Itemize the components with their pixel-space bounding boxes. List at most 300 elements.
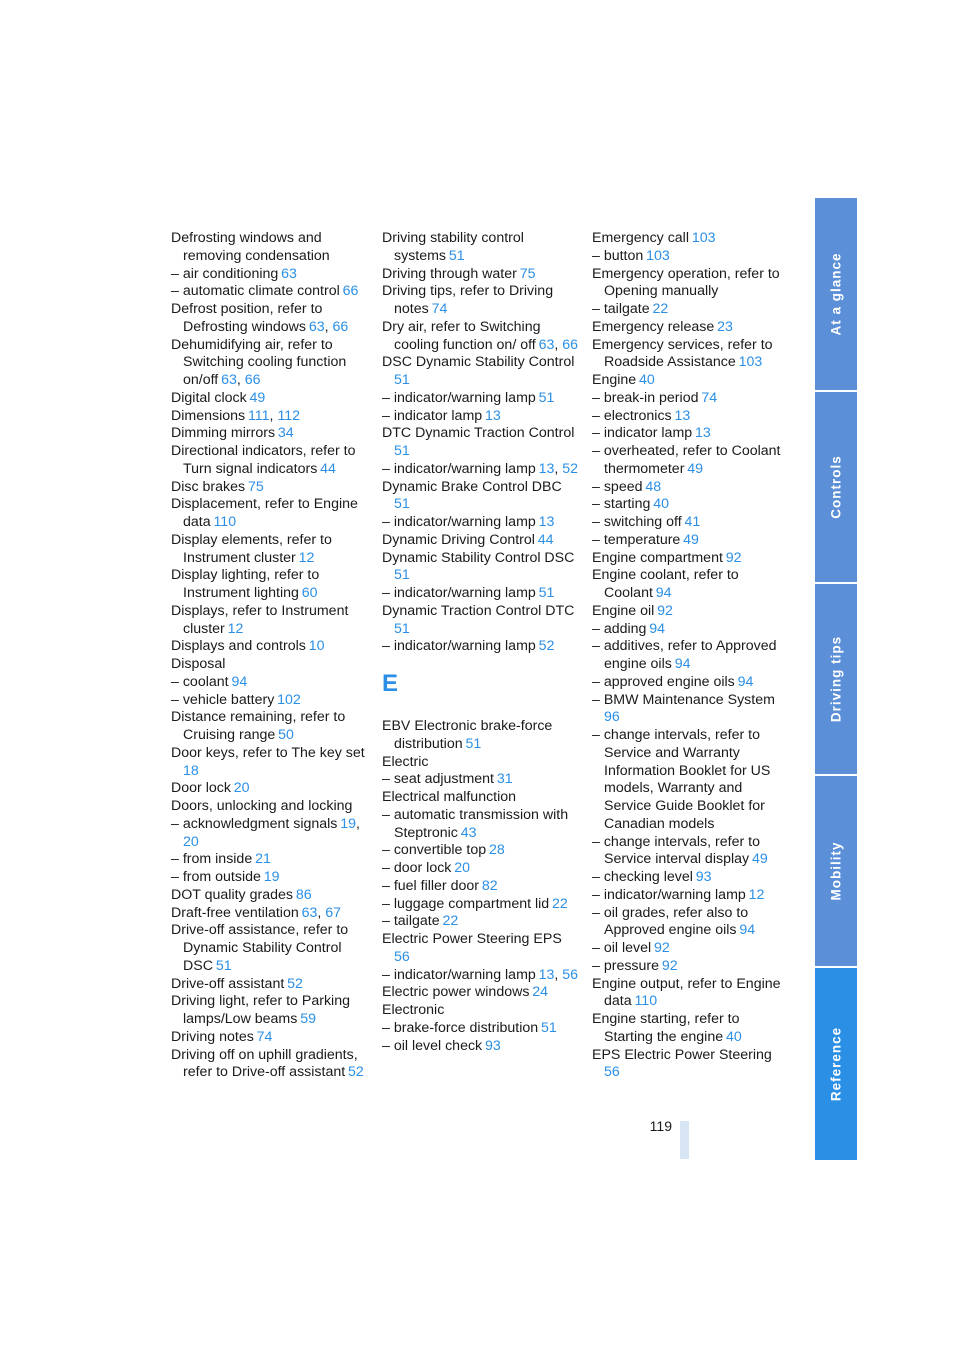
index-entry <box>592 976 790 1012</box>
entry-text: Driving light, refer to Parking lamps/Low beams <box>171 993 350 1027</box>
index-entry <box>382 860 580 878</box>
page-link[interactable]: 66 <box>562 336 579 353</box>
tab-at-a-glance[interactable] <box>815 198 857 390</box>
entry-text: – oil grades, refer also to Approved engine oils <box>592 904 749 939</box>
index-entry: Dimensions 111, 112 <box>171 407 301 424</box>
index-entry <box>171 674 369 692</box>
entry-text: – seat adjustment <box>382 771 494 788</box>
entry-text: – button <box>592 247 644 264</box>
page-link[interactable]: 13 <box>485 407 501 424</box>
index-entry <box>382 425 580 461</box>
entry-text: – checking level <box>592 869 693 885</box>
index-entry <box>382 896 580 914</box>
index-entry <box>382 230 580 266</box>
index-entry: Defrost position, refer to Defrosting windows 63, 66 <box>171 301 349 335</box>
index-entry <box>592 567 790 603</box>
entry-text: – from outside <box>171 869 261 885</box>
page-link[interactable]: 94 <box>231 673 248 690</box>
page-link[interactable]: 20 <box>454 860 471 876</box>
page-link[interactable]: 92 <box>657 602 673 619</box>
index-entry <box>382 984 580 1002</box>
entry-text: – indicator/warning lamp <box>382 966 536 983</box>
entry-text: Display elements, refer to Instrument cluster <box>171 531 332 566</box>
index-entry <box>171 709 369 745</box>
entry-text: – vehicle battery <box>171 691 275 708</box>
entry-text: – indicator/warning lamp <box>382 389 536 406</box>
index-entry <box>171 922 369 975</box>
page-link[interactable]: 41 <box>684 514 701 530</box>
entry-text: – indicator lamp <box>592 425 693 442</box>
index-entry <box>171 567 369 603</box>
entry-text: – convertible top <box>382 842 487 859</box>
entry-text: – BMW Maintenance System <box>592 691 775 708</box>
entry-text: Emergency call <box>592 230 689 246</box>
page-link[interactable]: 92 <box>725 549 742 566</box>
index-entry <box>171 443 369 479</box>
entry-text: Electrical malfunction <box>382 789 517 805</box>
index-entry <box>382 550 580 586</box>
tab-label: Mobility <box>828 841 844 901</box>
index-entry <box>171 887 369 905</box>
entry-text: – indicator/warning lamp <box>382 638 536 655</box>
entry-text: Dynamic Traction Control DTC <box>382 602 575 619</box>
page-link[interactable]: 31 <box>496 771 513 788</box>
entry-text: – speed <box>592 478 643 495</box>
index-entry <box>382 354 580 390</box>
page-link[interactable]: 60 <box>301 585 318 601</box>
index-entry <box>382 1020 580 1038</box>
page-link[interactable]: 74 <box>431 301 448 317</box>
index-entry <box>382 842 580 860</box>
entry-text: – coolant <box>171 673 229 690</box>
page-link[interactable]: 44 <box>320 460 336 477</box>
page-link[interactable]: 51 <box>540 1019 557 1036</box>
entry-text: Electronic <box>382 1002 445 1018</box>
tab-reference[interactable] <box>815 968 857 1160</box>
index-entry <box>171 993 369 1029</box>
index-entry <box>171 798 369 816</box>
index-entry <box>592 408 790 426</box>
index-entry <box>592 958 790 976</box>
index-entry <box>592 301 790 319</box>
page-link[interactable]: 63 <box>538 336 555 353</box>
page-link[interactable]: 112 <box>277 407 301 424</box>
page-link[interactable]: 44 <box>537 531 554 548</box>
index-entry <box>592 727 790 834</box>
entry-text: – oil level check <box>382 1037 483 1054</box>
index-entry <box>171 780 369 798</box>
index-entry <box>382 807 580 843</box>
entry-text: – from inside <box>171 851 253 868</box>
page-link[interactable]: 66 <box>342 283 359 300</box>
page-link[interactable]: 82 <box>481 877 498 894</box>
index-entry <box>171 692 369 710</box>
entry-text: Dynamic Brake Control DBC <box>382 478 562 495</box>
index-entry <box>382 638 580 656</box>
index-entry <box>171 745 369 781</box>
page-link[interactable]: 52 <box>348 1064 364 1081</box>
page-link[interactable]: 51 <box>394 567 410 584</box>
entry-text: Disposal <box>171 656 226 672</box>
page-link[interactable]: 18 <box>183 762 199 779</box>
page-link[interactable]: 20 <box>183 833 199 850</box>
entry-text: – additives, refer to Approved engine oils <box>592 638 777 672</box>
page-link[interactable]: 19 <box>263 869 280 885</box>
entry-text: Dynamic Driving Control <box>382 531 535 548</box>
page-link[interactable]: 92 <box>661 957 678 974</box>
entry-text: – air conditioning <box>171 265 279 282</box>
index-entry <box>171 656 369 674</box>
page-link[interactable]: 13 <box>695 425 711 442</box>
entry-text: Directional indicators, refer to Turn signal indicators <box>171 443 356 477</box>
entry-text: Disc brakes <box>171 478 246 495</box>
entry-text: – brake-force distribution <box>382 1019 539 1036</box>
index-entry <box>592 319 790 337</box>
index-entry <box>382 266 580 284</box>
page-link[interactable]: 28 <box>488 842 505 859</box>
index-entry <box>592 479 790 497</box>
entry-text: – indicator/warning lamp <box>382 460 536 477</box>
index-entry <box>382 603 580 639</box>
page-link[interactable]: 51 <box>538 585 555 601</box>
index-entry: – indicator/warning lamp 13, 56 <box>382 966 579 983</box>
index-entry <box>592 514 790 532</box>
index-entry <box>171 603 369 639</box>
page-link[interactable]: 103 <box>691 230 716 246</box>
entry-text: Digital clock <box>171 389 247 406</box>
index-entry <box>171 496 369 532</box>
index-entry <box>592 443 790 479</box>
entry-text: Defrosting windows and removing condensation <box>171 230 330 264</box>
entry-text: – overheated, refer to Coolant thermometer <box>592 443 781 477</box>
index-entry <box>592 425 790 443</box>
entry-text: – automatic climate control <box>171 283 340 300</box>
index-entry <box>171 532 369 568</box>
page-link[interactable]: 34 <box>277 425 294 442</box>
page-link[interactable]: 93 <box>485 1037 501 1054</box>
index-entry <box>592 887 790 905</box>
index-entry <box>382 878 580 896</box>
entry-text: – indicator/warning lamp <box>382 585 536 601</box>
tab-mobility[interactable] <box>815 776 857 966</box>
page-link[interactable]: 51 <box>215 957 232 974</box>
entry-text: DOT quality grades <box>171 886 293 903</box>
index-entry <box>382 514 580 532</box>
entry-text: – oil level <box>592 940 652 956</box>
entry-text: – change intervals, refer to Service and Warranty Information Booklet for US models, Warranty and Service Guide Booklet for Canadian models <box>592 727 771 832</box>
index-entry <box>592 532 790 550</box>
entry-text: Dimensions <box>171 407 246 424</box>
page-link[interactable]: 51 <box>448 247 465 264</box>
page-link[interactable]: 50 <box>278 727 294 743</box>
entry-text: Engine coolant, refer to Coolant <box>592 567 739 601</box>
index-entry <box>171 976 369 994</box>
page-link[interactable]: 51 <box>394 620 410 637</box>
entry-text: Defrost position, refer to Defrosting windows <box>171 301 323 335</box>
page-link[interactable]: 51 <box>538 389 555 406</box>
index-entry <box>592 940 790 958</box>
entry-text: Door lock <box>171 780 231 797</box>
page-number: 119 <box>649 1118 672 1134</box>
entry-text: Engine oil <box>592 602 655 619</box>
entry-text: – pressure <box>592 957 660 974</box>
page-number-bar <box>680 1121 689 1159</box>
index-entry <box>592 372 790 390</box>
page-link[interactable]: 103 <box>646 247 670 264</box>
page-link[interactable]: 56 <box>604 1064 620 1081</box>
entry-text: Door keys, refer to The key set <box>171 744 365 761</box>
entry-text: EPS Electric Power Steering <box>592 1046 772 1063</box>
page-link[interactable]: 92 <box>654 940 670 956</box>
index-entry <box>171 390 369 408</box>
page-link[interactable]: 63 <box>281 265 297 282</box>
page-link[interactable]: 43 <box>460 824 477 841</box>
page-link[interactable]: 103 <box>738 354 763 371</box>
index-entry <box>171 266 369 284</box>
page-link[interactable]: 24 <box>532 984 549 1001</box>
index-entry: Dry air, refer to Switching cooling function on/ off 63, 66 <box>382 318 579 353</box>
page-link[interactable]: 66 <box>332 318 349 335</box>
entry-text: Driving tips, refer to Driving notes <box>382 283 554 317</box>
page-link[interactable]: 13 <box>538 460 555 477</box>
tab-label: Reference <box>828 1026 844 1102</box>
entry-text: – temperature <box>592 531 681 548</box>
entry-text: – acknowledgment signals <box>171 815 338 832</box>
page-link[interactable]: 22 <box>552 895 568 912</box>
tab-controls[interactable] <box>815 392 857 582</box>
index-entry <box>592 266 790 302</box>
page-link[interactable]: 52 <box>287 975 303 992</box>
index-entry <box>382 1038 580 1056</box>
entry-text: – tailgate <box>382 913 440 930</box>
index-entry <box>171 425 369 443</box>
entry-text: Displacement, refer to Engine data <box>171 496 358 530</box>
page-link[interactable]: 51 <box>394 372 410 388</box>
index-entry <box>171 230 369 266</box>
page-link[interactable]: 52 <box>538 638 555 655</box>
page-link[interactable]: 93 <box>695 869 712 885</box>
page-link[interactable]: 56 <box>562 966 579 983</box>
page-link[interactable]: 13 <box>674 407 691 424</box>
entry-text: DSC Dynamic Stability Control <box>382 354 575 371</box>
tab-label: Controls <box>828 455 844 519</box>
entry-text: Displays, refer to Instrument cluster <box>171 602 349 637</box>
page-link[interactable]: 49 <box>249 389 266 406</box>
entry-text: Engine compartment <box>592 549 723 566</box>
page-link[interactable]: 96 <box>604 709 620 726</box>
entry-text: – approved engine oils <box>592 673 735 690</box>
index-column-3 <box>592 230 790 1082</box>
entry-text: Engine starting, refer to Starting the engine <box>592 1011 740 1045</box>
page-link[interactable]: 102 <box>277 691 301 708</box>
index-entry <box>171 479 369 497</box>
entry-text: Emergency operation, refer to Opening manually <box>592 265 780 300</box>
page-link[interactable]: 19 <box>340 815 357 832</box>
page-link[interactable]: 94 <box>674 656 691 672</box>
tab-label: Driving tips <box>828 635 844 723</box>
index-entry <box>382 532 580 550</box>
entry-text: Drive-off assistant <box>171 975 285 992</box>
entry-text: – fuel filler door <box>382 877 479 894</box>
entry-text: Driving off on uphill gradients, refer to Drive-off assistant <box>171 1046 358 1081</box>
entry-text: Distance remaining, refer to Cruising range <box>171 709 346 743</box>
page-link[interactable]: 63 <box>308 318 325 335</box>
page-link[interactable]: 51 <box>394 443 410 459</box>
page-link[interactable]: 49 <box>751 851 768 868</box>
page-link[interactable]: 110 <box>213 514 237 530</box>
entry-text: – switching off <box>592 514 682 530</box>
page-link[interactable]: 63 <box>221 372 237 388</box>
entry-text: Driving notes <box>171 1028 254 1045</box>
page-link[interactable]: 52 <box>562 460 579 477</box>
index-entry <box>592 496 790 514</box>
page-link[interactable]: 12 <box>227 620 244 637</box>
entry-text: Dry air, refer to Switching cooling function on/ off <box>382 318 541 353</box>
index-entry <box>382 913 580 931</box>
page-link[interactable]: 49 <box>683 531 699 548</box>
entry-text: Dimming mirrors <box>171 425 276 442</box>
page-link[interactable]: 66 <box>244 372 261 388</box>
index-entry <box>592 390 790 408</box>
index-entry <box>171 1029 369 1047</box>
section-letter: E <box>382 670 399 697</box>
index-entry <box>171 283 369 301</box>
page-link[interactable]: 63 <box>301 904 318 921</box>
page-link[interactable]: 13 <box>538 966 555 983</box>
page-link[interactable]: 74 <box>256 1028 273 1045</box>
page-link[interactable]: 21 <box>255 851 271 868</box>
entry-text: – change intervals, refer to Service interval display <box>592 833 760 868</box>
page-link[interactable]: 51 <box>394 496 410 513</box>
page-link[interactable]: 40 <box>725 1028 742 1045</box>
page-link[interactable]: 75 <box>247 478 264 495</box>
index-entry <box>382 283 580 319</box>
page-link[interactable]: 94 <box>649 620 666 637</box>
page-link[interactable]: 110 <box>634 993 658 1010</box>
page-link[interactable]: 49 <box>687 460 704 477</box>
page-link[interactable]: 40 <box>653 496 669 513</box>
index-column-2 <box>382 230 580 1055</box>
entry-text: – indicator/warning lamp <box>592 886 746 903</box>
entry-text: – break-in period <box>592 389 699 406</box>
page-link[interactable]: 12 <box>298 549 315 566</box>
page-link[interactable]: 75 <box>519 265 536 282</box>
index-entry <box>382 408 580 426</box>
entry-text: – indicator/warning lamp <box>382 514 536 530</box>
entry-text: EBV Electronic brake-force distribution <box>382 718 553 752</box>
page-link[interactable]: 51 <box>465 735 482 752</box>
index-entry <box>382 718 580 754</box>
entry-text: Draft-free ventilation <box>171 904 299 921</box>
entry-text: Emergency release <box>592 318 715 335</box>
entry-text: Drive-off assistance, refer to Dynamic Stability Control DSC <box>171 922 349 974</box>
index-column-1 <box>171 230 369 1082</box>
entry-text: – indicator lamp <box>382 407 483 424</box>
page-link[interactable]: 94 <box>655 585 672 601</box>
index-entry <box>592 638 790 674</box>
index-entry <box>592 905 790 941</box>
entry-text: – electronics <box>592 407 672 424</box>
entry-text: Dynamic Stability Control DSC <box>382 549 575 566</box>
index-entry: Draft-free ventilation 63, 67 <box>171 904 342 921</box>
entry-text: – automatic transmission with Steptronic <box>382 806 569 841</box>
entry-text: Dehumidifying air, refer to Switching cooling function on/off <box>171 336 347 388</box>
page-link[interactable]: 94 <box>737 673 754 690</box>
page-link[interactable]: 12 <box>748 886 765 903</box>
index-entry <box>382 931 580 967</box>
index-entry <box>171 851 369 869</box>
index-entry <box>382 390 580 408</box>
index-entry <box>171 1047 369 1083</box>
page-link[interactable]: 59 <box>300 1011 316 1027</box>
page-link[interactable]: 86 <box>295 886 312 903</box>
entry-text: Driving through water <box>382 265 517 282</box>
entry-text: Emergency services, refer to Roadside Assistance <box>592 336 773 371</box>
index-entry <box>592 621 790 639</box>
entry-text: Displays and controls <box>171 638 306 655</box>
index-entry <box>592 603 790 621</box>
index-entry <box>592 1047 790 1083</box>
page-link[interactable]: 48 <box>645 478 662 495</box>
page-link[interactable]: 111 <box>247 407 270 424</box>
entry-text: Driving stability control systems <box>382 230 524 264</box>
index-entry <box>592 692 790 728</box>
page-link[interactable]: 40 <box>639 372 655 388</box>
index-entry <box>382 479 580 515</box>
tab-driving-tips[interactable] <box>815 584 857 774</box>
index-entry <box>592 550 790 568</box>
entry-text: Doors, unlocking and locking <box>171 798 353 814</box>
index-entry <box>382 585 580 603</box>
index-entry <box>171 869 369 887</box>
entry-text: Electric Power Steering EPS <box>382 931 562 947</box>
index-entry <box>592 674 790 692</box>
index-entry <box>592 834 790 870</box>
page-link[interactable]: 94 <box>739 922 756 939</box>
entry-text: – luggage compartment lid <box>382 895 550 912</box>
entry-text: – door lock <box>382 860 452 876</box>
entry-text: – starting <box>592 496 651 513</box>
entry-text: DTC Dynamic Traction Control <box>382 425 575 442</box>
page-link[interactable]: 67 <box>325 904 342 921</box>
page-link[interactable]: 22 <box>652 301 669 317</box>
page-link[interactable]: 13 <box>538 514 555 530</box>
index-entry <box>382 789 580 807</box>
tab-label: At a glance <box>828 252 844 336</box>
page-link[interactable]: 10 <box>308 638 325 655</box>
page-link[interactable]: 74 <box>701 389 718 406</box>
index-entry <box>592 248 790 266</box>
entry-text: Engine <box>592 372 637 388</box>
entry-text: – tailgate <box>592 301 650 317</box>
index-entry: – indicator/warning lamp 13, 52 <box>382 460 579 477</box>
page-link[interactable]: 22 <box>442 913 459 930</box>
index-entry <box>592 337 790 373</box>
entry-text: Engine output, refer to Engine data <box>592 975 781 1010</box>
index-entry: – acknowledgment signals 19, 20 <box>171 815 360 850</box>
page-link[interactable]: 56 <box>394 948 410 965</box>
section-tabs <box>815 198 857 1160</box>
index-entry <box>171 638 369 656</box>
page-link[interactable]: 23 <box>717 318 733 335</box>
entry-text: Display lighting, refer to Instrument lighting <box>171 567 320 601</box>
entry-text: – adding <box>592 620 647 637</box>
index-entry <box>382 771 580 789</box>
index-entry <box>382 754 580 772</box>
index-entry <box>382 1002 580 1020</box>
page-link[interactable]: 20 <box>233 780 250 797</box>
index-entry: Dehumidifying air, refer to Switching cooling function on/off 63, 66 <box>171 336 347 388</box>
